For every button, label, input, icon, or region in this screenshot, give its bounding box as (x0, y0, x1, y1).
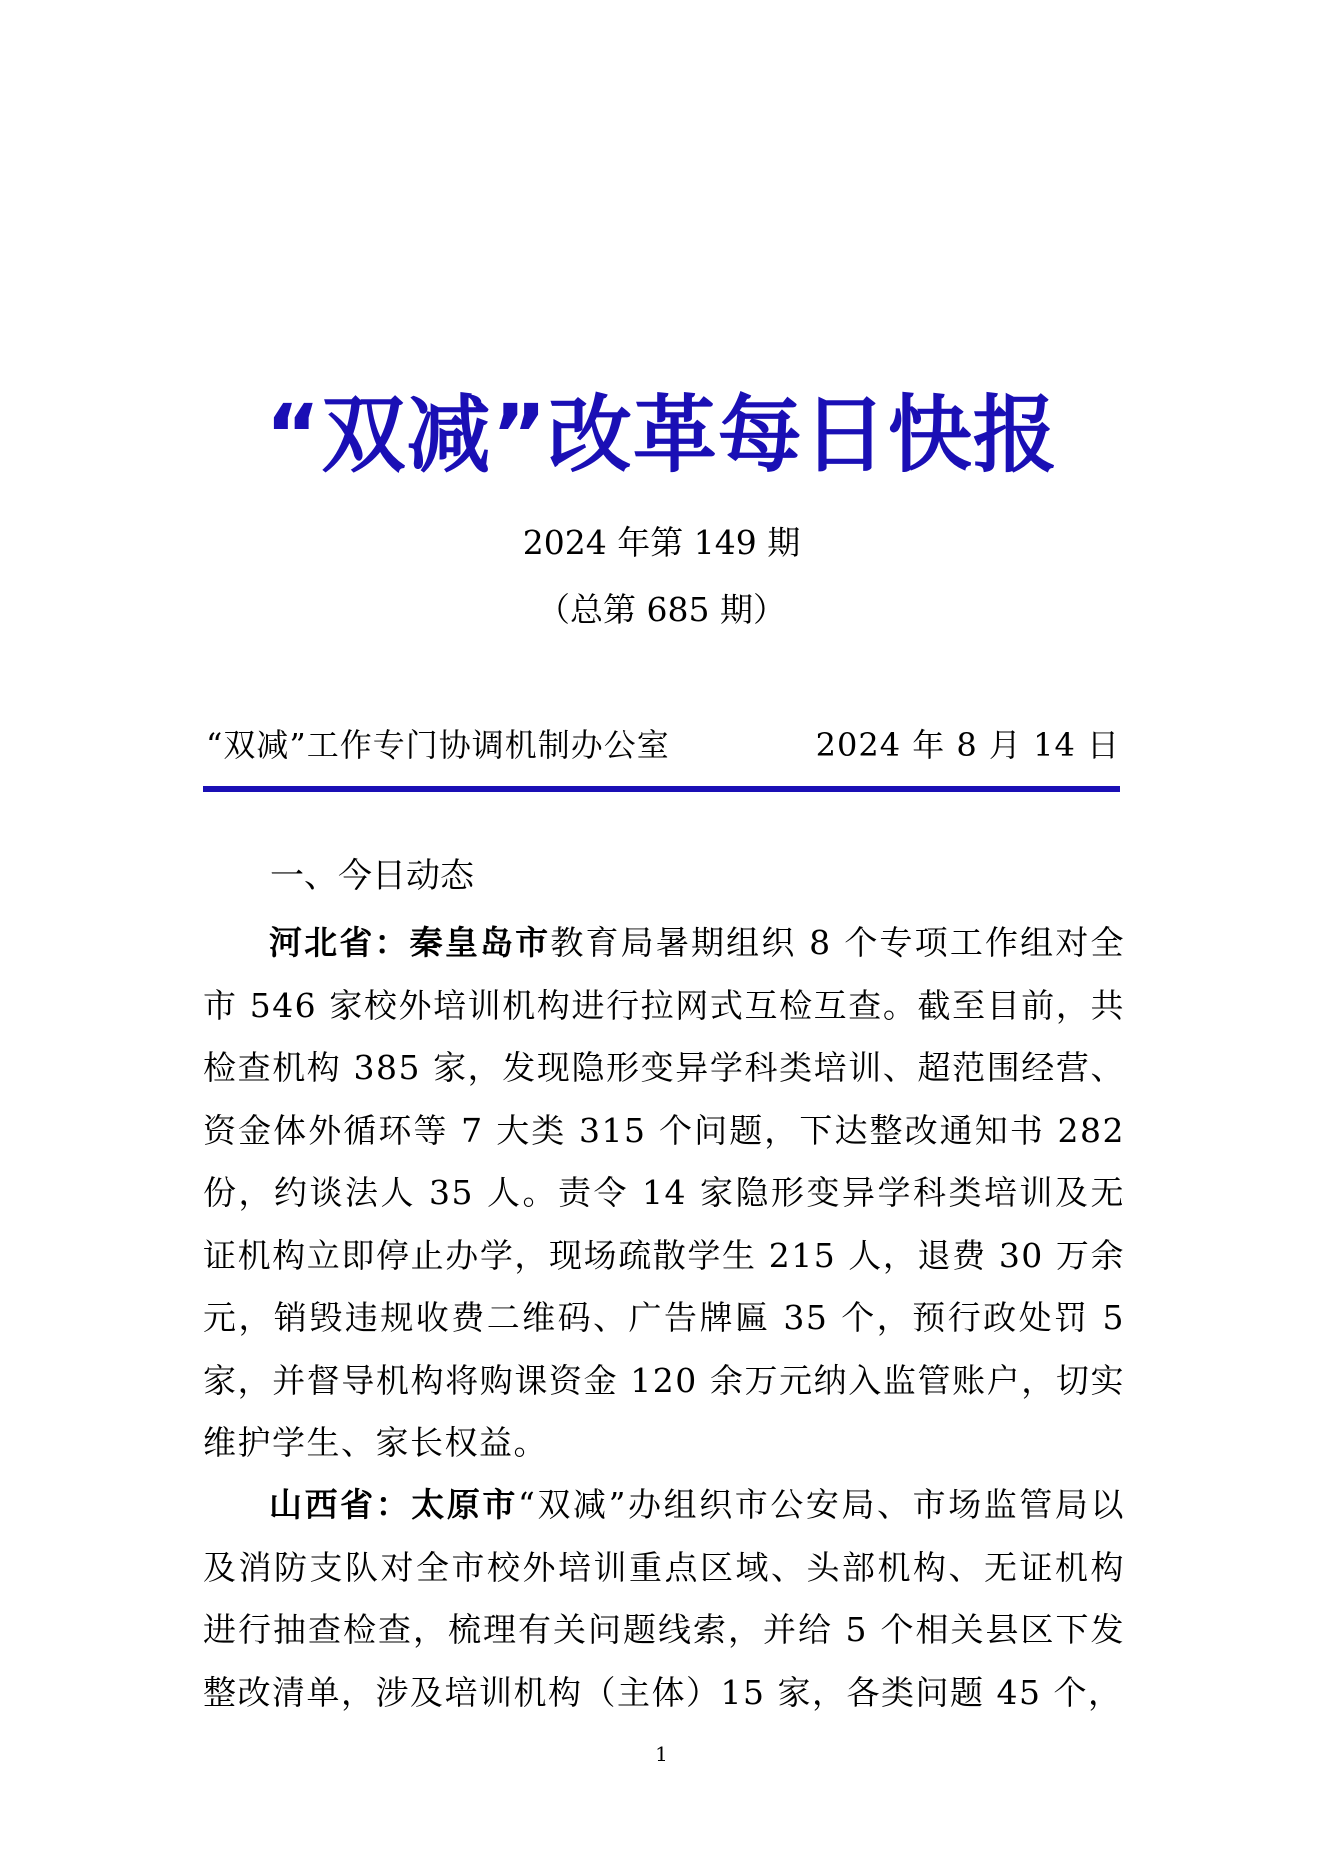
page-number: 1 (655, 1742, 668, 1766)
total-issue-number: （总第 685 期） (537, 590, 786, 629)
paragraph-text: 教育局暑期组织 8 个专项工作组对全市 546 家校外培训机构进行拉网式互检互查。截至目前，共检查机构 385 家，发现隐形变异学科类培训、超范围经营、资金体外循环等 7 大类 315 个问题，下达整改通知书 282 份，约谈法人 35 人。责令 14 家隐形变异学科类培训及无证机构立即停止办学，现场疏散学生 215 人，退费 30 万余元，销毁违规收费二维码、广告牌匾 35 个，预行政处罚 5 家，并督导机构将购课资金 120 余万元纳入监管账户，切实维护学生、家长权益。 (203, 923, 1125, 1462)
issue-number: 2024 年第 149 期 (522, 523, 801, 562)
paragraph-lead: 山西省：太原市 (269, 1485, 519, 1524)
masthead-divider (203, 786, 1120, 792)
issue-date: 2024 年 8 月 14 日 (815, 726, 1120, 764)
paragraph-lead: 河北省：秦皇岛市 (269, 923, 551, 962)
report-title: “双减”改革每日快报 (265, 386, 1058, 484)
paragraph-hebei (203, 912, 1125, 1475)
section-heading: 一、今日动态 (270, 856, 474, 896)
masthead-row (200, 723, 1122, 767)
paragraph-shanxi (203, 1474, 1125, 1724)
paragraph-text: “双减”办组织市公安局、市场监管局以及消防支队对全市校外培训重点区域、头部机构、无证机构进行抽查检查，梳理有关问题线索，并给 5 个相关县区下发整改清单，涉及培训机构（主体）15 家，各类问题 45 个， (203, 1485, 1125, 1712)
issuing-office: “双减”工作专门协调机制办公室 (206, 726, 670, 764)
